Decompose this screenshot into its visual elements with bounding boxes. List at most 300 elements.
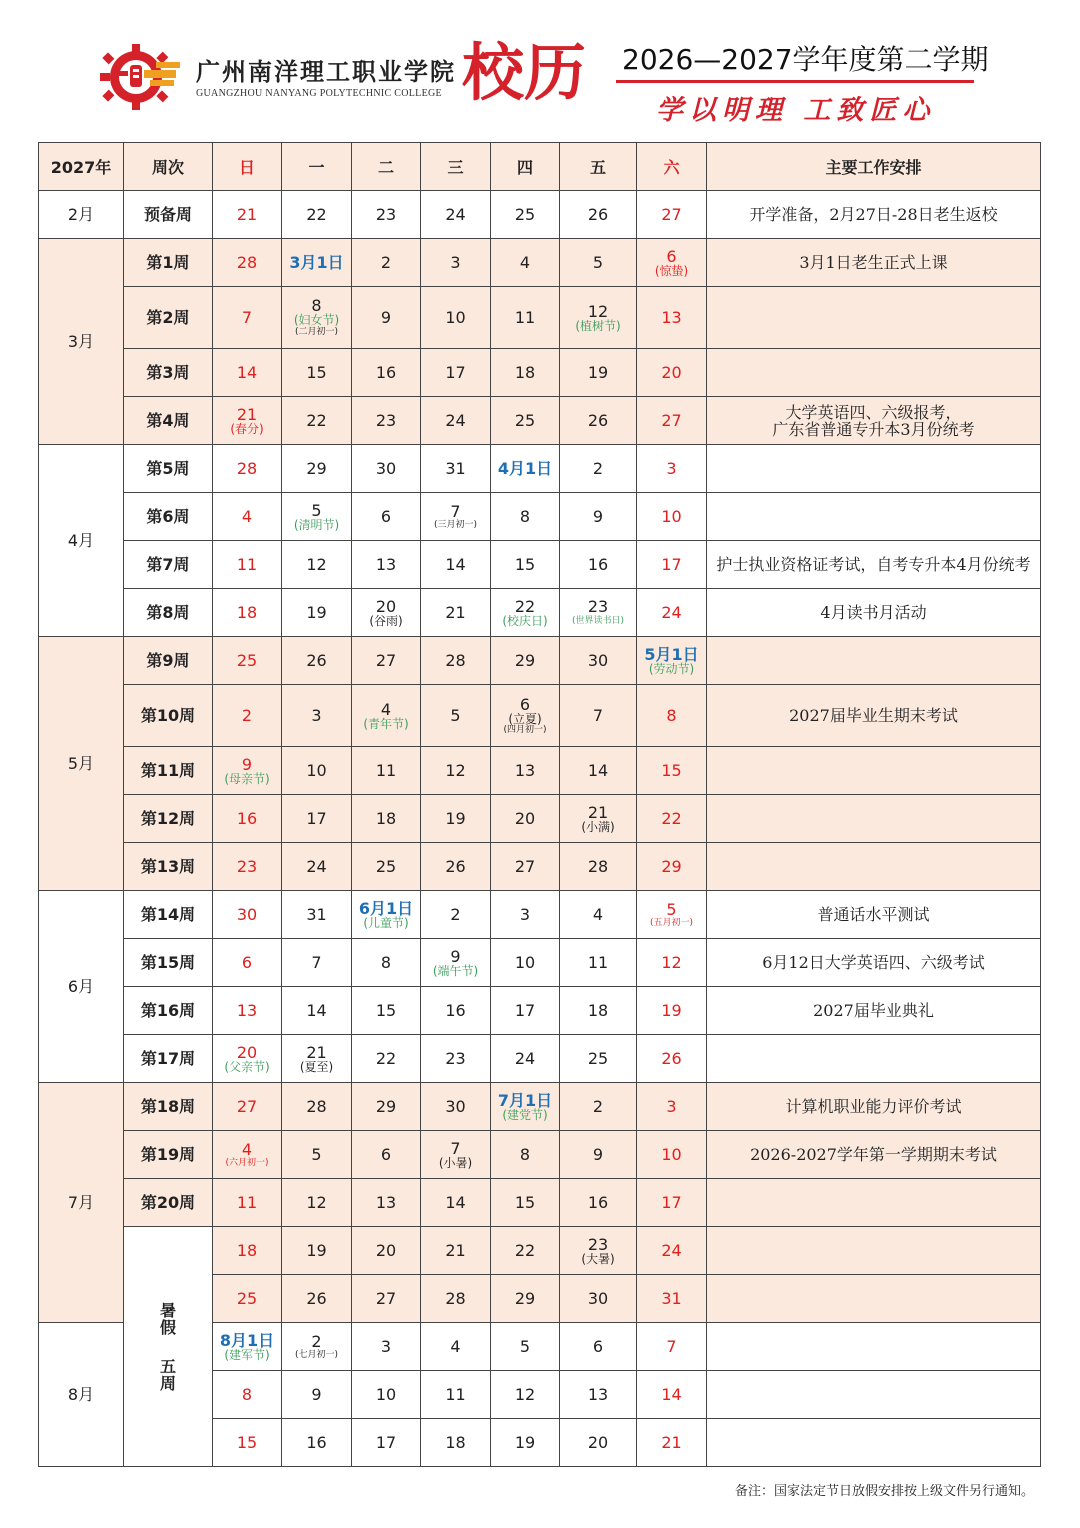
day-cell — [282, 939, 352, 987]
day-number: 18 — [587, 1001, 609, 1020]
day-cell — [213, 939, 282, 987]
day-cell — [637, 795, 707, 843]
work-arrangement — [707, 541, 1041, 589]
work-text: 3月1日老生正式上课 — [799, 253, 948, 272]
day-cell — [560, 685, 637, 747]
week-label: 预备周 — [124, 191, 213, 239]
header-mon: 一 — [282, 143, 352, 191]
day-note: (七月初一) — [294, 1349, 339, 1360]
month-cell-jul: 7月 — [39, 1083, 124, 1323]
table-row — [39, 239, 1041, 287]
day-cell — [282, 541, 352, 589]
day-number: 21 — [306, 1043, 327, 1062]
school-calendar-table — [38, 142, 1041, 1467]
day-number: 7 — [450, 501, 461, 521]
day-number: 3 — [450, 253, 461, 272]
work-arrangement — [707, 747, 1041, 795]
day-cell — [637, 891, 707, 939]
week-label: 第11周 — [124, 747, 213, 795]
work-arrangement — [707, 987, 1041, 1035]
day-number: 19 — [514, 1433, 536, 1452]
day-number: 8 — [241, 1385, 253, 1404]
day-number: 25 — [236, 1289, 258, 1308]
table-row — [39, 287, 1041, 349]
day-number: 7月1日 — [497, 1090, 553, 1110]
work-text: 计算机职业能力评价考试 — [785, 1097, 962, 1116]
day-cell — [421, 1131, 491, 1179]
day-cell — [560, 1179, 637, 1227]
day-cell — [560, 1275, 637, 1323]
day-number: 27 — [375, 651, 397, 670]
day-cell — [560, 349, 637, 397]
day-cell — [282, 891, 352, 939]
day-cell — [352, 287, 421, 349]
header-week: 周次 — [124, 143, 213, 191]
day-cell — [491, 891, 560, 939]
work-arrangement — [707, 589, 1041, 637]
table-row — [39, 1083, 1041, 1131]
day-note: (劳动节) — [648, 661, 695, 676]
day-number: 3 — [380, 1337, 392, 1356]
day-number: 22 — [514, 1241, 536, 1260]
day-number: 14 — [587, 761, 609, 780]
day-number: 17 — [661, 1193, 682, 1212]
day-cell — [352, 1035, 421, 1083]
day-note: (端午节) — [432, 963, 479, 978]
week-label: 第9周 — [124, 637, 213, 685]
week-label: 第13周 — [124, 843, 213, 891]
day-cell — [421, 939, 491, 987]
day-number: 7 — [241, 308, 253, 327]
day-cell — [282, 987, 352, 1035]
day-cell — [637, 1083, 707, 1131]
day-number: 31 — [445, 459, 466, 478]
summer-label-char: 暑 — [159, 1300, 176, 1320]
day-number: 5 — [311, 1145, 322, 1164]
day-cell — [560, 397, 637, 445]
day-cell — [282, 239, 352, 287]
day-cell — [352, 349, 421, 397]
day-number: 22 — [661, 809, 682, 828]
day-cell — [213, 1323, 282, 1371]
work-arrangement — [707, 1275, 1041, 1323]
summer-label-char: 五 — [159, 1356, 176, 1376]
week-label: 第18周 — [124, 1083, 213, 1131]
work-arrangement — [707, 795, 1041, 843]
day-number: 17 — [514, 1001, 536, 1020]
day-number: 22 — [375, 1049, 397, 1068]
day-number: 12 — [587, 301, 609, 321]
week-label: 第12周 — [124, 795, 213, 843]
college-logo-icon — [96, 40, 182, 114]
day-note: (小暑) — [438, 1156, 473, 1170]
day-number: 24 — [661, 1241, 682, 1260]
college-name-cn: 广州南洋理工职业学院 — [196, 57, 456, 86]
day-number: 6 — [519, 694, 531, 714]
day-cell — [352, 1083, 421, 1131]
day-cell — [491, 349, 560, 397]
day-cell — [352, 1227, 421, 1275]
day-cell — [421, 349, 491, 397]
day-cell — [637, 191, 707, 239]
day-number: 12 — [661, 953, 682, 972]
day-cell — [637, 685, 707, 747]
day-cell — [352, 1179, 421, 1227]
day-cell — [491, 287, 560, 349]
day-cell — [352, 843, 421, 891]
day-number: 4 — [519, 253, 531, 272]
day-number: 12 — [514, 1385, 536, 1404]
day-cell — [637, 1179, 707, 1227]
day-cell — [491, 397, 560, 445]
day-number: 6 — [241, 953, 253, 972]
day-number: 15 — [306, 363, 327, 382]
day-cell — [352, 987, 421, 1035]
day-cell — [282, 795, 352, 843]
day-number: 19 — [306, 603, 327, 622]
day-cell — [491, 987, 560, 1035]
day-number: 26 — [661, 1049, 682, 1068]
day-note: (校庆日) — [502, 613, 548, 628]
day-number: 7 — [666, 1337, 677, 1356]
day-cell — [637, 493, 707, 541]
day-cell — [637, 287, 707, 349]
day-note: (大暑) — [581, 1252, 615, 1266]
title-divider — [616, 80, 974, 83]
week-label: 第14周 — [124, 891, 213, 939]
day-number: 21 — [445, 603, 466, 622]
day-number: 11 — [514, 308, 536, 327]
day-number: 5 — [519, 1337, 531, 1356]
header-work: 主要工作安排 — [707, 143, 1041, 191]
summer-label-char: 假 — [159, 1317, 176, 1337]
day-cell — [352, 541, 421, 589]
day-number: 5月1日 — [644, 644, 699, 664]
work-text-line2: 广东省普通专升本3月份统考 — [772, 419, 975, 439]
day-cell — [491, 747, 560, 795]
day-cell — [491, 445, 560, 493]
day-number: 26 — [306, 651, 327, 670]
header-sun: 日 — [213, 143, 282, 191]
day-cell — [637, 987, 707, 1035]
work-arrangement — [707, 349, 1041, 397]
day-number: 25 — [514, 411, 536, 430]
week-label: 第4周 — [124, 397, 213, 445]
day-number: 16 — [587, 555, 609, 574]
college-motto: 学以明理 工致匠心 — [656, 95, 936, 126]
day-cell — [421, 445, 491, 493]
footer-note: 备注：国家法定节日放假安排按上级文件另行通知。 — [734, 1484, 1034, 1499]
day-cell — [560, 1083, 637, 1131]
day-cell — [421, 987, 491, 1035]
day-note: (惊蛰) — [654, 263, 689, 278]
day-number: 4 — [592, 905, 604, 924]
work-arrangement — [707, 843, 1041, 891]
day-cell — [491, 1323, 560, 1371]
day-cell — [560, 287, 637, 349]
day-number: 27 — [514, 857, 536, 876]
week-label: 第2周 — [124, 287, 213, 349]
day-cell — [421, 1035, 491, 1083]
work-arrangement — [707, 1083, 1041, 1131]
day-cell — [282, 1083, 352, 1131]
day-cell — [213, 1083, 282, 1131]
day-number: 2 — [592, 459, 604, 478]
day-note: (母亲节) — [224, 771, 270, 786]
table-row — [39, 445, 1041, 493]
day-number: 27 — [236, 1097, 258, 1116]
month-cell-jun: 6月 — [39, 891, 124, 1083]
day-cell — [421, 589, 491, 637]
day-number: 9 — [380, 308, 392, 327]
day-number: 20 — [514, 809, 536, 828]
day-number: 7 — [450, 1139, 461, 1158]
day-number: 21 — [661, 1433, 682, 1452]
table-row — [39, 685, 1041, 747]
week-label: 第17周 — [124, 1035, 213, 1083]
day-number: 25 — [514, 205, 536, 224]
day-cell — [491, 1419, 560, 1467]
week-label: 第20周 — [124, 1179, 213, 1227]
day-cell — [491, 1371, 560, 1419]
work-arrangement — [707, 685, 1041, 747]
day-number: 17 — [661, 555, 682, 574]
day-cell — [352, 685, 421, 747]
week-label: 第5周 — [124, 445, 213, 493]
day-cell — [491, 939, 560, 987]
day-number: 24 — [445, 205, 466, 224]
day-cell — [282, 1371, 352, 1419]
day-number: 2 — [241, 706, 253, 725]
day-cell — [560, 1131, 637, 1179]
table-row — [39, 397, 1041, 445]
day-cell — [213, 1371, 282, 1419]
day-cell — [213, 287, 282, 349]
day-note: (儿童节) — [363, 915, 409, 930]
day-number: 23 — [587, 1235, 609, 1254]
day-cell — [352, 493, 421, 541]
day-number: 18 — [445, 1433, 466, 1452]
day-number: 20 — [587, 1433, 609, 1452]
work-arrangement — [707, 287, 1041, 349]
day-number: 9 — [311, 1385, 322, 1404]
day-cell — [282, 445, 352, 493]
table-row — [39, 891, 1041, 939]
day-cell — [213, 637, 282, 685]
day-cell — [491, 1179, 560, 1227]
week-label: 第19周 — [124, 1131, 213, 1179]
day-note: (五月初一) — [649, 917, 694, 928]
day-cell — [491, 1275, 560, 1323]
day-cell — [213, 987, 282, 1035]
day-number: 28 — [445, 651, 466, 670]
day-cell — [352, 891, 421, 939]
day-number: 4 — [450, 1337, 461, 1356]
day-number: 8 — [666, 706, 677, 725]
day-number: 30 — [587, 1289, 609, 1308]
day-cell — [352, 795, 421, 843]
day-number: 6 — [380, 507, 392, 526]
day-cell — [637, 541, 707, 589]
day-number: 22 — [306, 411, 327, 430]
day-number: 16 — [375, 363, 397, 382]
work-text: 6月12日大学英语四、六级考试 — [762, 953, 985, 972]
header-fri: 五 — [560, 143, 637, 191]
day-number: 3 — [519, 905, 531, 924]
day-cell — [421, 287, 491, 349]
day-cell — [213, 239, 282, 287]
day-cell — [637, 397, 707, 445]
day-number: 26 — [587, 411, 609, 430]
day-number: 3 — [666, 1097, 677, 1116]
day-cell — [421, 1083, 491, 1131]
day-cell — [421, 795, 491, 843]
day-number: 26 — [587, 205, 609, 224]
day-number: 12 — [306, 1193, 327, 1212]
table-row — [39, 349, 1041, 397]
day-cell — [637, 1035, 707, 1083]
day-cell — [560, 1371, 637, 1419]
work-arrangement — [707, 891, 1041, 939]
day-number: 2 — [311, 1331, 322, 1351]
table-header-row — [39, 143, 1041, 191]
summer-label-char: 周 — [159, 1373, 176, 1393]
day-cell — [560, 747, 637, 795]
work-arrangement — [707, 939, 1041, 987]
day-number: 4 — [241, 1139, 253, 1159]
day-number: 15 — [514, 1193, 536, 1212]
day-cell — [282, 685, 352, 747]
day-cell — [491, 239, 560, 287]
day-cell — [282, 1179, 352, 1227]
day-number: 26 — [445, 857, 466, 876]
day-cell — [491, 191, 560, 239]
day-number: 9 — [592, 507, 604, 526]
day-cell — [352, 1371, 421, 1419]
day-cell — [282, 589, 352, 637]
day-number: 20 — [375, 597, 397, 616]
day-number: 3 — [311, 706, 322, 725]
day-number: 21 — [236, 205, 258, 224]
day-cell — [560, 589, 637, 637]
day-cell — [352, 191, 421, 239]
work-arrangement — [707, 397, 1041, 445]
day-cell — [637, 1131, 707, 1179]
day-cell — [282, 349, 352, 397]
day-number: 19 — [306, 1241, 327, 1260]
day-cell — [491, 1227, 560, 1275]
day-cell — [421, 493, 491, 541]
day-cell — [282, 1275, 352, 1323]
day-number: 6 — [592, 1337, 604, 1356]
day-cell — [637, 589, 707, 637]
day-number: 24 — [661, 603, 682, 622]
day-cell — [352, 637, 421, 685]
page-header — [0, 0, 1080, 140]
summer-break-label — [124, 1227, 213, 1467]
day-number: 23 — [375, 411, 397, 430]
week-label: 第8周 — [124, 589, 213, 637]
day-number: 30 — [445, 1097, 466, 1116]
table-row — [39, 843, 1041, 891]
day-cell — [421, 843, 491, 891]
work-text: 开学准备，2月27日-28日老生返校 — [749, 205, 998, 224]
day-cell — [560, 637, 637, 685]
day-number: 27 — [375, 1289, 397, 1308]
header-sat: 六 — [637, 143, 707, 191]
day-number: 19 — [587, 363, 609, 382]
day-cell — [637, 1419, 707, 1467]
day-cell — [352, 1419, 421, 1467]
day-cell — [491, 843, 560, 891]
day-cell — [560, 891, 637, 939]
day-number: 11 — [236, 1193, 258, 1212]
week-label: 第16周 — [124, 987, 213, 1035]
day-number: 10 — [306, 761, 327, 780]
day-note: (妇女节) — [293, 313, 340, 327]
day-cell — [352, 1275, 421, 1323]
day-number: 7 — [311, 953, 322, 972]
day-number: 29 — [514, 1289, 536, 1308]
day-number: 17 — [445, 363, 466, 382]
day-number: 31 — [661, 1289, 682, 1308]
day-number: 10 — [661, 507, 682, 526]
day-number: 12 — [306, 555, 327, 574]
day-cell — [213, 445, 282, 493]
table-row — [39, 1035, 1041, 1083]
day-cell — [213, 685, 282, 747]
work-arrangement — [707, 1131, 1041, 1179]
day-cell — [560, 843, 637, 891]
day-number: 5 — [592, 253, 604, 272]
day-cell — [421, 1179, 491, 1227]
day-number: 6 — [666, 246, 677, 266]
day-note: (青年节) — [363, 716, 409, 731]
day-cell — [282, 1035, 352, 1083]
day-number: 20 — [375, 1241, 397, 1260]
day-cell — [282, 843, 352, 891]
day-cell — [352, 1131, 421, 1179]
day-number: 20 — [236, 1042, 258, 1062]
day-number: 30 — [375, 459, 397, 478]
day-cell — [352, 1323, 421, 1371]
day-number: 15 — [514, 555, 536, 574]
day-number: 11 — [445, 1385, 466, 1404]
day-number: 11 — [375, 761, 397, 780]
day-cell — [213, 191, 282, 239]
month-cell-aug: 8月 — [39, 1323, 124, 1467]
day-note: (谷雨) — [369, 614, 403, 628]
day-number: 28 — [306, 1097, 327, 1116]
day-number: 19 — [661, 1001, 682, 1020]
day-number: 18 — [236, 1241, 258, 1260]
day-number: 31 — [306, 905, 327, 924]
day-number: 4月1日 — [497, 459, 553, 478]
day-cell — [637, 239, 707, 287]
day-cell — [421, 637, 491, 685]
day-number: 8 — [519, 507, 531, 526]
day-cell — [282, 1323, 352, 1371]
day-number: 14 — [445, 555, 466, 574]
day-note: (夏至) — [299, 1060, 334, 1074]
college-name-en: GUANGZHOU NANYANG POLYTECHNIC COLLEGE — [196, 88, 442, 99]
day-number: 16 — [587, 1193, 609, 1212]
day-cell — [282, 637, 352, 685]
day-cell — [213, 589, 282, 637]
day-number: 23 — [587, 596, 609, 616]
week-label: 第3周 — [124, 349, 213, 397]
day-note: (清明节) — [293, 517, 340, 532]
